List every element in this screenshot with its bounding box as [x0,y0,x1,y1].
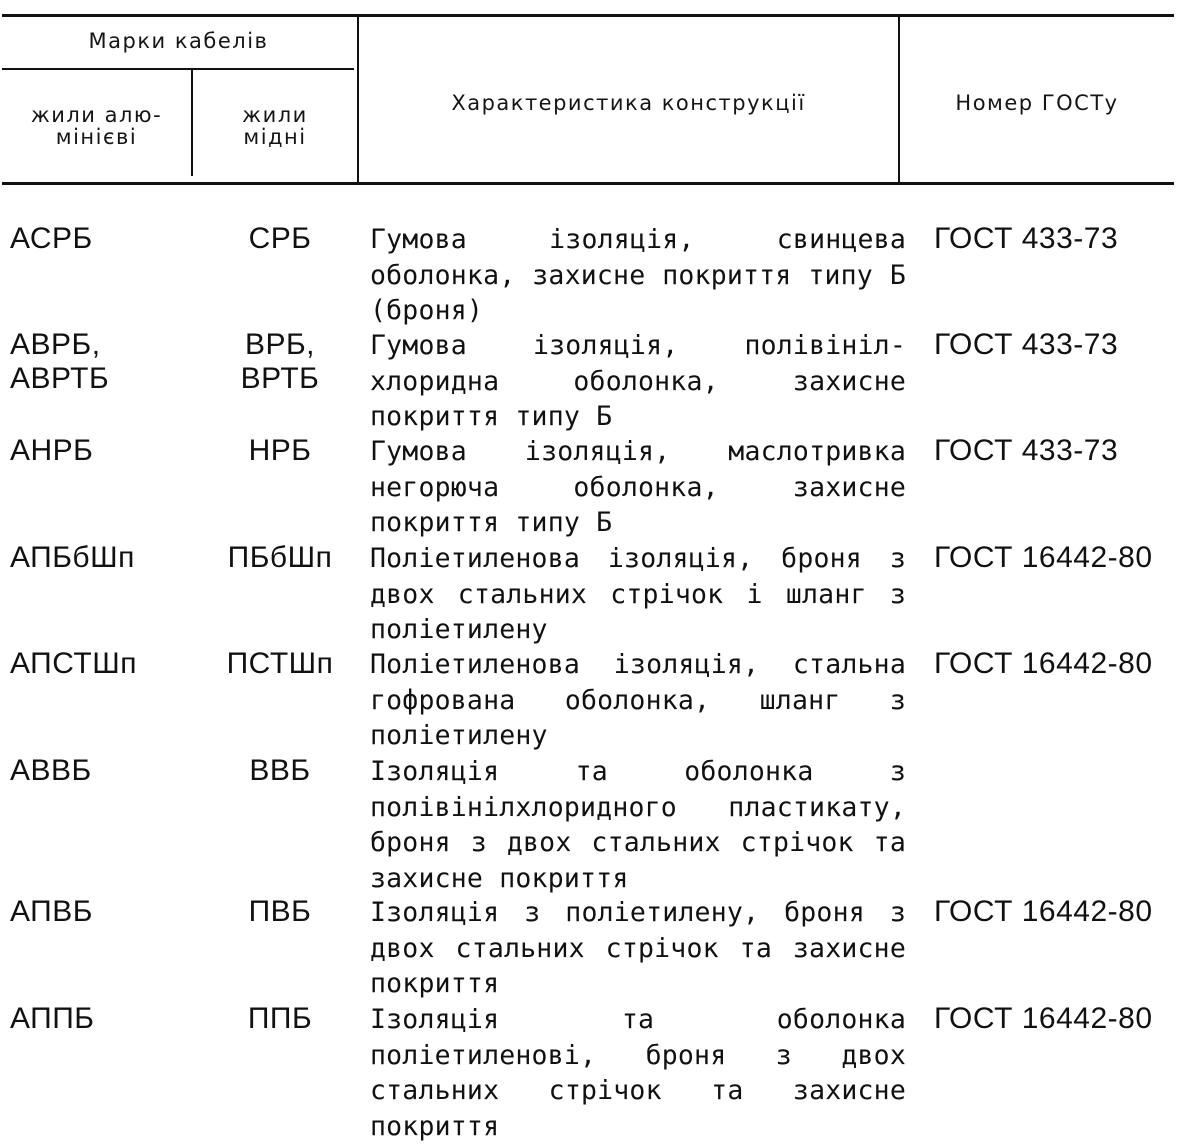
cell-characteristics: Ізоляція та оболонка з полівінілхлоридного пластикату, броня з двох стальних стрічок та захисне покриття [370,756,906,894]
cell-copper-mark: ППБ [247,1002,313,1035]
cell-gost: ГОСТ 16442-80 [934,895,1153,928]
cell-copper-mark: ПБбШп [227,541,333,574]
cell-aluminum-mark: АППБ [10,1002,95,1035]
header-group-rule [2,68,354,70]
cell-gost: ГОСТ 16442-80 [934,1002,1153,1035]
cell-aluminum-mark: АПБбШп [10,541,135,574]
cell-characteristics: Поліетиленова ізоляція, стальна гофрована оболонка, шланг з поліетилену [370,649,906,751]
cell-copper-mark: ПВБ [248,895,312,928]
header-aluminum-cores: жили алю- мінієві [30,103,163,149]
header-characteristics: Характеристика конструкції [451,91,806,115]
cell-gost: ГОСТ 433-73 [934,222,1119,255]
cell-copper-mark: ПСТШп [226,647,334,680]
cell-characteristics: Гумова ізоляція, маслотривка негорюча оболонка, захисне покриття типу Б [370,436,906,538]
cell-aluminum-mark: АПВБ [10,895,93,928]
cell-aluminum-mark: АПСТШп [10,647,137,680]
header-gost-number: Номер ГОСТу [955,91,1119,115]
cell-copper-mark: НРБ [248,434,312,467]
cell-characteristics: Поліетиленова ізоляція, броня з двох стальних стрічок і шланг з поліетилену [370,543,906,645]
cell-aluminum-mark: АВВБ [10,754,92,787]
cell-aluminum-mark: АВРБ, АВРТБ [10,328,110,395]
cell-characteristics: Гумова ізоляція, полівініл-хлоридна оболонка, захисне покриття типу Б [370,330,906,432]
cell-copper-mark: ВРБ, ВРТБ [240,328,320,395]
cell-characteristics: Гумова ізоляція, свинцева оболонка, захисне покриття типу Б (броня) [370,224,906,326]
cell-aluminum-mark: АНРБ [10,434,94,467]
header-bottom-rule [2,182,1174,185]
cell-copper-mark: СРБ [248,222,312,255]
cell-gost: ГОСТ 16442-80 [934,647,1153,680]
cell-characteristics: Ізоляція та оболонка поліетиленові, броня з двох стальних стрічок та захисне покриття [370,1004,906,1142]
cell-gost: ГОСТ 16442-80 [934,541,1153,574]
cell-gost: ГОСТ 433-73 [934,434,1119,467]
header-copper-cores: жили мідні [242,103,308,149]
header-top-rule [2,14,1174,17]
header-cable-marks: Марки кабелів [88,29,269,53]
cell-gost: ГОСТ 433-73 [934,328,1119,361]
cell-aluminum-mark: АСРБ [10,222,93,255]
cell-copper-mark: ВВБ [249,754,311,787]
cell-characteristics: Ізоляція з поліетилену, броня з двох стальних стрічок та захисне покриття [370,897,906,999]
